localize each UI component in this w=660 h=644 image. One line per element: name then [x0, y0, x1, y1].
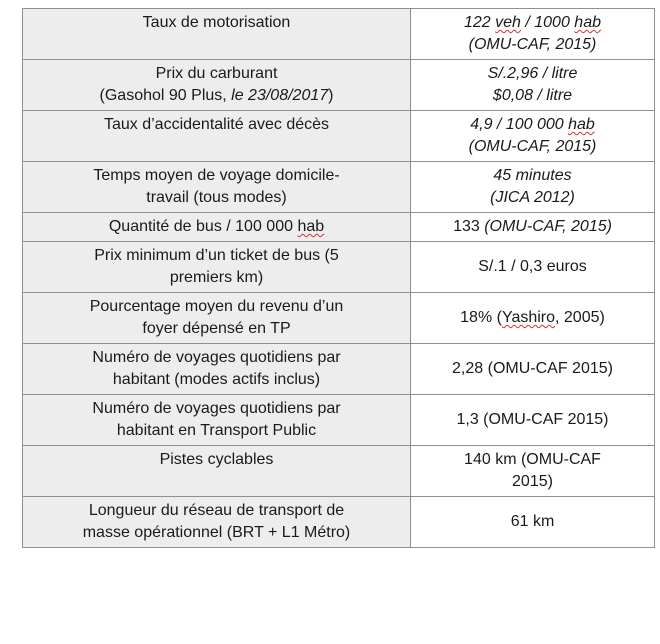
indicators-table — [22, 8, 655, 548]
indicator-value-cell — [411, 497, 655, 548]
indicator-value-text: 133 — [453, 218, 485, 235]
indicator-label-line: travail (tous modes) — [146, 189, 287, 206]
indicator-value-line: 140 km (OMU-CAF — [464, 451, 601, 468]
indicators-table-body — [23, 9, 655, 548]
indicator-label-line: Pistes cyclables — [159, 451, 274, 468]
indicator-value-cell — [411, 213, 655, 242]
indicator-value-line — [417, 187, 648, 209]
indicator-label-cell — [23, 344, 411, 395]
indicator-label-cell — [23, 111, 411, 162]
indicator-label-cell — [23, 395, 411, 446]
indicator-label-line: Longueur du réseau de transport de — [88, 502, 345, 519]
indicator-value-cell — [411, 111, 655, 162]
indicator-value-cell — [411, 162, 655, 213]
indicator-label-line: Numéro de voyages quotidiens par — [92, 349, 341, 366]
indicator-label-text: ) — [328, 87, 334, 104]
indicator-label-line: Taux de motorisation — [142, 14, 291, 31]
indicator-label-text: Prix du carburant — [155, 65, 278, 82]
table-row — [23, 497, 655, 548]
indicator-label-cell — [23, 446, 411, 497]
indicator-value-line — [417, 165, 648, 187]
indicator-value-text: , 2005) — [555, 309, 605, 326]
indicator-label-text: Quantité de bus / 100 000 — [108, 218, 298, 235]
indicator-label-text: (Gasohol 90 Plus, — [99, 87, 232, 104]
indicator-value-line — [417, 114, 648, 136]
indicator-value-text: 45 minutes — [493, 167, 572, 184]
table-row — [23, 242, 655, 293]
indicator-value-text: hab — [568, 116, 595, 133]
indicator-label-line: masse opérationnel (BRT + L1 Métro) — [82, 524, 351, 541]
indicator-value-text: $0,08 / litre — [492, 87, 573, 104]
indicator-value-line: 2015) — [512, 473, 553, 490]
indicator-value-line — [417, 216, 648, 238]
indicator-value-line — [417, 34, 648, 56]
indicator-label-line: Temps moyen de voyage domicile- — [93, 167, 340, 184]
indicator-value-cell — [411, 446, 655, 497]
table-row — [23, 9, 655, 60]
indicator-value-text: Yashiro — [501, 309, 556, 326]
table-row — [23, 446, 655, 497]
indicator-value-cell — [411, 9, 655, 60]
indicator-value-cell — [411, 60, 655, 111]
indicator-label-text: le 23/08/2017 — [231, 87, 329, 104]
indicator-label-line: Pourcentage moyen du revenu d’un — [89, 298, 344, 315]
indicator-value-text: 18% ( — [460, 309, 502, 326]
indicator-value-text: (OMU-CAF, 2015) — [484, 218, 612, 235]
indicator-label-line: habitant (modes actifs inclus) — [112, 371, 321, 388]
table-row — [23, 111, 655, 162]
indicator-value-line — [417, 307, 648, 329]
table-row — [23, 395, 655, 446]
indicator-label-line: Numéro de voyages quotidiens par — [92, 400, 341, 417]
indicator-value-line — [417, 12, 648, 34]
indicator-label-cell — [23, 293, 411, 344]
indicator-value-cell — [411, 344, 655, 395]
indicator-label-line — [29, 63, 404, 85]
indicator-label-line: foyer dépensé en TP — [142, 320, 291, 337]
indicator-label-text: hab — [297, 218, 325, 235]
indicator-value-line — [417, 136, 648, 158]
indicator-value-line: 2,28 (OMU-CAF 2015) — [452, 360, 613, 377]
indicator-value-text: 122 — [463, 14, 496, 31]
indicator-label-line: Taux d’accidentalité avec décès — [103, 116, 330, 133]
indicator-label-line — [29, 85, 404, 107]
indicator-value-text: / 1000 — [520, 14, 575, 31]
indicator-value-text: S/.2,96 / litre — [487, 65, 578, 82]
indicator-value-cell — [411, 242, 655, 293]
table-row — [23, 213, 655, 242]
indicator-value-line — [417, 85, 648, 107]
indicator-value-line — [417, 63, 648, 85]
indicator-label-line: Prix minimum d’un ticket de bus (5 — [94, 247, 339, 264]
indicator-value-cell — [411, 395, 655, 446]
indicator-label-cell — [23, 497, 411, 548]
indicator-value-text: (JICA 2012) — [490, 189, 575, 206]
indicator-label-line: premiers km) — [169, 269, 264, 286]
indicator-label-cell — [23, 9, 411, 60]
indicator-value-line: 61 km — [510, 513, 555, 530]
table-row — [23, 293, 655, 344]
indicator-value-cell — [411, 293, 655, 344]
indicator-value-line: 1,3 (OMU-CAF 2015) — [456, 411, 609, 428]
indicator-value-text: (OMU-CAF, 2015) — [468, 36, 597, 53]
table-row — [23, 344, 655, 395]
indicator-label-line: habitant en Transport Public — [116, 422, 317, 439]
indicator-value-text: hab — [574, 14, 601, 31]
indicator-label-cell — [23, 162, 411, 213]
table-row — [23, 60, 655, 111]
indicator-value-text: (OMU-CAF, 2015) — [468, 138, 597, 155]
indicator-value-text: 4,9 / 100 000 — [470, 116, 569, 133]
indicator-value-text: veh — [495, 14, 521, 31]
indicator-label-cell — [23, 213, 411, 242]
indicator-label-cell — [23, 60, 411, 111]
indicator-label-line — [29, 216, 404, 238]
indicator-label-cell — [23, 242, 411, 293]
table-row — [23, 162, 655, 213]
indicator-value-line: S/.1 / 0,3 euros — [478, 258, 587, 275]
